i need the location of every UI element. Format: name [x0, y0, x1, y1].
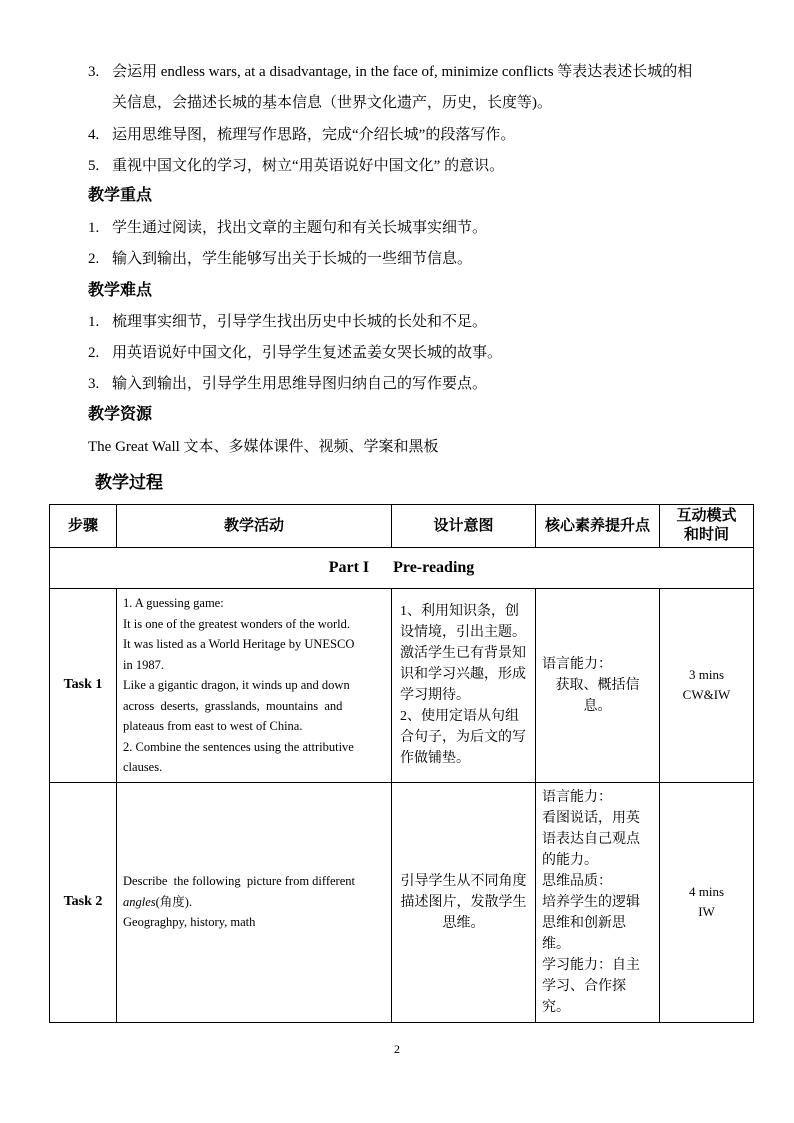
task-2-core-line: 培养学生的逻辑: [542, 894, 640, 910]
objective-3: [88, 61, 692, 83]
task-2-core-line: 语言能力：: [542, 789, 612, 805]
difficulty-2-text: 用英语说好中国文化，引导学生复述孟姜女哭长城的故事。: [112, 345, 503, 361]
task-2-core-line: 学习、合作探: [542, 978, 626, 994]
resources-heading: 教学资源: [88, 406, 153, 423]
key-point-2-number: 2.: [88, 251, 100, 267]
objective-3-text: 会运用 endless wars, at a disadvantage, in the face of, minimize conflicts 等表达表述长城的相: [112, 64, 693, 80]
process-heading: 教学过程: [95, 473, 163, 492]
part-title: Part I Pre-reading: [50, 548, 754, 589]
task-1-duration: 3 mins: [688, 667, 725, 683]
task-1-step: Task 1: [50, 589, 117, 783]
task-1-activity-line: plateaus from east to west of China.: [123, 719, 303, 733]
objective-4-number: 4.: [88, 127, 100, 143]
difficulty-3: [88, 373, 487, 395]
task-2-core-line: 语表达自己观点: [542, 831, 640, 847]
task-2-core-literacy: [536, 782, 660, 1022]
key-point-2: [88, 248, 472, 270]
task-1-intent-line: 1、利用知识条，创: [400, 604, 519, 620]
difficulty-3-number: 3.: [88, 376, 100, 392]
task-2-intent: [392, 782, 536, 1022]
task-1-core-line: 语言能力：: [542, 656, 612, 672]
key-point-1-number: 1.: [88, 220, 100, 236]
key-point-2-text: 输入到输出，学生能够写出关于长城的一些细节信息。: [112, 251, 473, 267]
task-2-activity: [117, 782, 392, 1022]
task-2-mode: IW: [698, 904, 715, 919]
header-intent: 设计意图: [392, 505, 536, 548]
key-point-1: [88, 217, 487, 239]
difficulty-1-text: 梳理事实细节，引导学生找出历史中长城的长处和不足。: [112, 314, 488, 330]
table-row-task-2: [50, 782, 754, 1022]
task-2-activity-line: Geograghpy, history, math: [123, 915, 256, 930]
task-1-intent-line: 作做铺垫。: [400, 751, 470, 767]
objective-4-text: 运用思维导图，梳理写作思路，完成“介绍长城”的段落写作。: [112, 127, 516, 143]
task-1-intent: [392, 589, 536, 783]
difficulty-1: [88, 311, 487, 333]
task-1-activity-line: in 1987.: [123, 657, 164, 672]
task-1-intent-line: 激活学生已有背景知: [400, 646, 526, 662]
task-1-activity-line: Like a gigantic dragon, it winds up and down: [123, 678, 350, 692]
task-2-intent-line: 引导学生从不同角度: [400, 873, 527, 889]
header-core-literacy: [536, 505, 660, 548]
header-activity: 教学活动: [117, 505, 392, 548]
task-1-activity-line: clauses.: [123, 760, 163, 774]
task-2-core-line: 究。: [542, 999, 570, 1015]
task-2-core-line: 思维和创新思: [542, 915, 626, 931]
page-number: 2: [394, 1042, 400, 1056]
process-table: [49, 504, 754, 1023]
task-1-intent-line: 2、使用定语从句组: [400, 709, 519, 725]
task-1-intent-line: 学习期待。: [400, 688, 470, 704]
objective-4: [88, 124, 515, 146]
difficulty-3-text: 输入到输出，引导学生用思维导图归纳自己的写作要点。: [112, 376, 488, 392]
task-1-intent-line: 识和学习兴趣，形成: [400, 667, 526, 683]
table-row-task-1: [50, 589, 754, 783]
difficulty-1-number: 1.: [88, 314, 100, 330]
task-1-activity-line: 1. A guessing game:: [123, 596, 224, 610]
resources-text: The Great Wall 文本、多媒体课件、视频、学案和黑板: [88, 439, 439, 455]
key-point-1-text: 学生通过阅读，找出文章的主题句和有关长城事实细节。: [112, 220, 488, 236]
part-row: [50, 548, 754, 589]
task-1-core-line: 息。: [583, 698, 612, 714]
table-header-row: [50, 505, 754, 548]
difficulties-heading: 教学难点: [88, 282, 153, 299]
task-2-core-line: 的能力。: [542, 852, 598, 868]
task-2-core-line: 维。: [542, 936, 570, 952]
header-step: 步骤: [50, 505, 117, 548]
task-2-activity-angles: angles: [123, 894, 156, 909]
task-2-activity-line: [123, 892, 385, 913]
task-1-core-line: 获取、概括信: [555, 677, 640, 693]
task-1-time: [660, 589, 754, 783]
task-2-activity-line: Describe the following picture from different: [123, 874, 355, 889]
difficulty-2: [88, 342, 502, 364]
task-2-step: Task 2: [50, 782, 117, 1022]
task-2-core-line: 看图说话，用英: [542, 810, 640, 826]
header-core-literacy-text: 核心素养提升点: [544, 517, 650, 534]
task-1-activity-line: It is one of the greatest wonders of the world.: [123, 616, 351, 631]
task-2-core-line: 思维品质：: [542, 873, 612, 889]
task-1-activity-line: It was listed as a World Heritage by UNESCO: [123, 637, 355, 651]
task-1-mode: CW&IW: [682, 687, 731, 703]
header-interaction-time-text: 互动模式和时间: [676, 508, 737, 543]
objective-3-continuation: 关信息，会描述长城的基本信息（世界文化遗产，历史，长度等)。: [112, 95, 552, 111]
task-2-activity-angles-cn: (角度).: [155, 894, 193, 909]
header-interaction-time: [660, 505, 754, 548]
difficulty-2-number: 2.: [88, 345, 100, 361]
task-2-duration: 4 mins: [688, 884, 725, 899]
task-1-activity: [117, 589, 392, 783]
task-2-intent-line: 思维。: [442, 915, 485, 931]
task-1-activity-line: across deserts, grasslands, mountains and: [123, 698, 343, 713]
task-1-intent-line: 设情境，引出主题。: [400, 625, 526, 641]
task-1-intent-line: 合句子，为后文的写: [400, 730, 526, 746]
objective-5-number: 5.: [88, 158, 100, 174]
objective-3-number: 3.: [88, 64, 100, 80]
task-1-core-literacy: [536, 589, 660, 783]
task-1-activity-line: 2. Combine the sentences using the attributive: [123, 739, 354, 754]
objective-5: [88, 155, 504, 177]
objective-5-text: 重视中国文化的学习，树立“用英语说好中国文化” 的意识。: [112, 158, 505, 174]
task-2-time: [660, 782, 754, 1022]
task-2-core-line: 学习能力：自主: [542, 957, 640, 973]
key-points-heading: 教学重点: [88, 187, 153, 204]
task-2-intent-line: 描述图片，发散学生: [400, 894, 527, 910]
